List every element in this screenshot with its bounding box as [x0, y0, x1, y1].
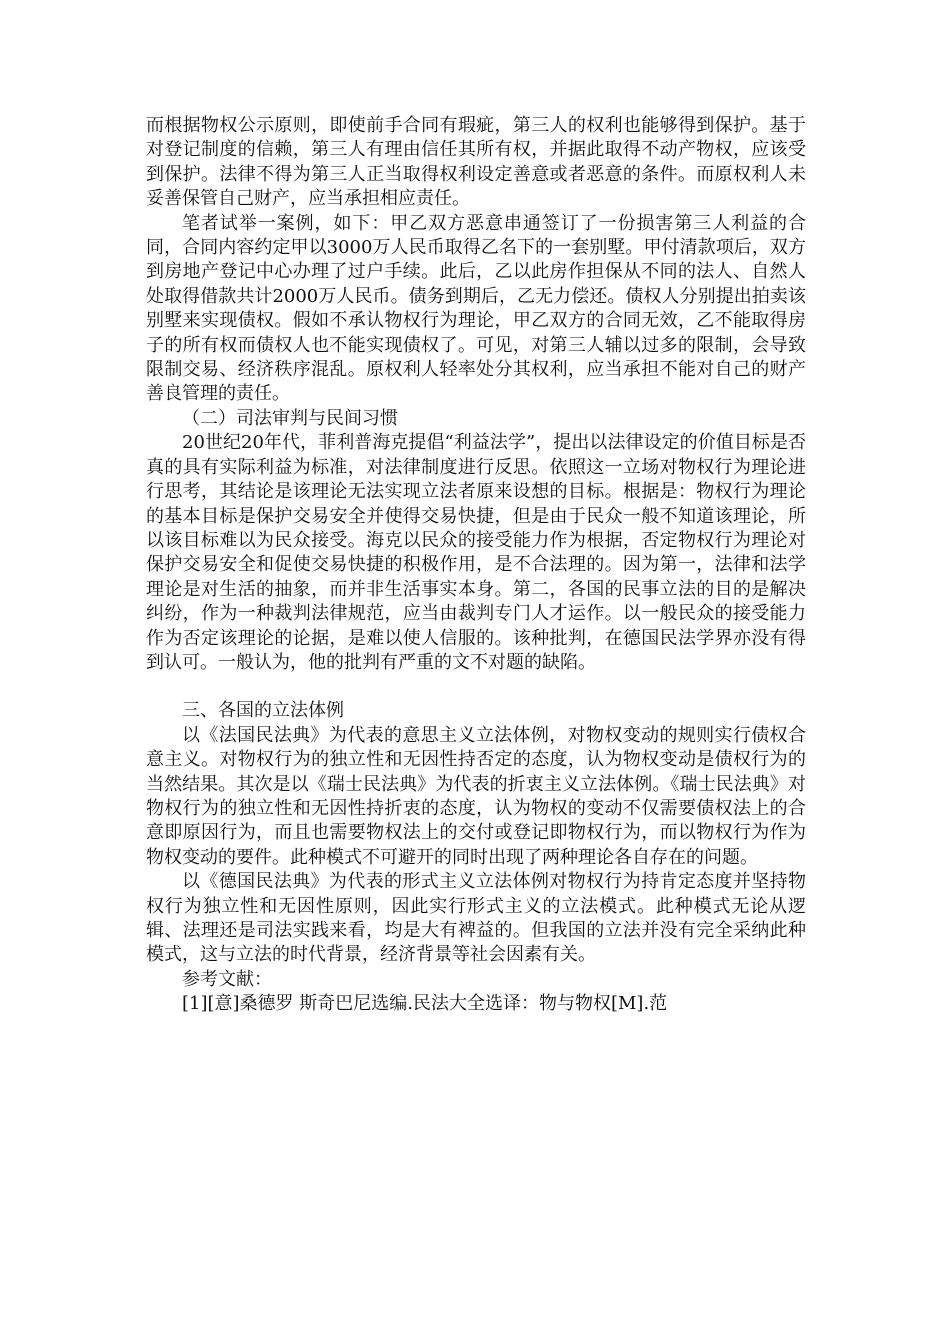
paragraph-interest-jurisprudence: 20世纪20年代，菲利普海克提倡“利益法学”，提出以法律设定的价值目标是否真的具有实际利益为标准，对法律制度进行反思。依照这一立场对物权行为理论进行思考，其结论是该理论无法实现立法者原来设想的目标。根据是：物权行为理论的基本目标是保护交易安全并使得交易快捷，但是由于民众一般不知道该理论，所以该目标难以为民众接受。海克以民众的接受能力作为根据，否定物权行为理论对保护交易安全和促使交易快捷的积极作用，是不合法理的。因为第一，法律和法学理论是对生活的抽象，而并非生活事实本身。第二，各国的民事立法的目的是解决纠纷，作为一种裁判法律规范，应当由裁判专门人才运作。以一般民众的接受能力作为否定该理论的论据，是难以使人信服的。该种批判，在德国民法学界亦没有得到认可。一般认为，他的批判有严重的文不对题的缺陷。 [146, 432, 806, 673]
paragraph-german: 以《德国民法典》为代表的形式主义立法体例对物权行为持肯定态度并坚持物权行为独立性和无因性原则，因此实行形式主义的立法模式。此种模式无论从逻辑、法理还是司法实践来看，均是大有裨益的。但我国的立法并没有完全采纳此种模式，这与立法的时代背景，经济背景等社会因素有关。 [146, 871, 806, 966]
references-heading: 参考文献： [182, 968, 272, 990]
document-body [146, 114, 806, 1017]
section-heading: 三、各国的立法体例 [182, 700, 344, 722]
subsection-heading: （二）司法审判与民间习惯 [182, 407, 398, 429]
reference-item: [1][意]桑德罗 斯奇巴尼选编.民法大全选译：物与物权[M].范 [182, 993, 668, 1015]
paragraph-1: 而根据物权公示原则，即使前手合同有瑕疵，第三人的权利也能够得到保护。基于对登记制度的信赖，第三人有理由信任其所有权，并据此取得不动产物权，应该受到保护。法律不得为第三人正当取得权利设定善意或者恶意的条件。而原权利人未妥善保管自己财产，应当承担相应责任。 [146, 115, 806, 210]
paragraph-case-example: 笔者试举一案例，如下：甲乙双方恶意串通签订了一份损害第三人利益的合同，合同内容约定甲以3000万人民币取得乙名下的一套别墅。甲付清款项后，双方到房地产登记中心办理了过户手续。此后，乙以此房作担保从不同的法人、自然人处取得借款共计2000万人民币。债务到期后，乙无力偿还。债权人分别提出拍卖该别墅来实现债权。假如不承认物权行为理论，甲乙双方的合同无效，乙不能取得房子的所有权而债权人也不能实现债权了。可见，对第三人辅以过多的限制，会导致限制交易、经济秩序混乱。原权利人轻率处分其权利，应当承担不能对自己的财产善良管理的责任。 [146, 212, 806, 405]
paragraph-french-swiss: 以《法国民法典》为代表的意思主义立法体例，对物权变动的规则实行债权合意主义。对物权行为的独立性和无因性持否定的态度，认为物权变动是债权行为的当然结果。其次是以《瑞士民法典》为代表的折衷主义立法体例。《瑞士民法典》对物权行为的独立性和无因性持折衷的态度，认为物权的变动不仅需要债权法上的合意即原因行为，而且也需要物权法上的交付或登记即物权行为，而以物权行为作为物权变动的要件。此种模式不可避开的同时出现了两种理论各自存在的问题。 [146, 724, 806, 868]
